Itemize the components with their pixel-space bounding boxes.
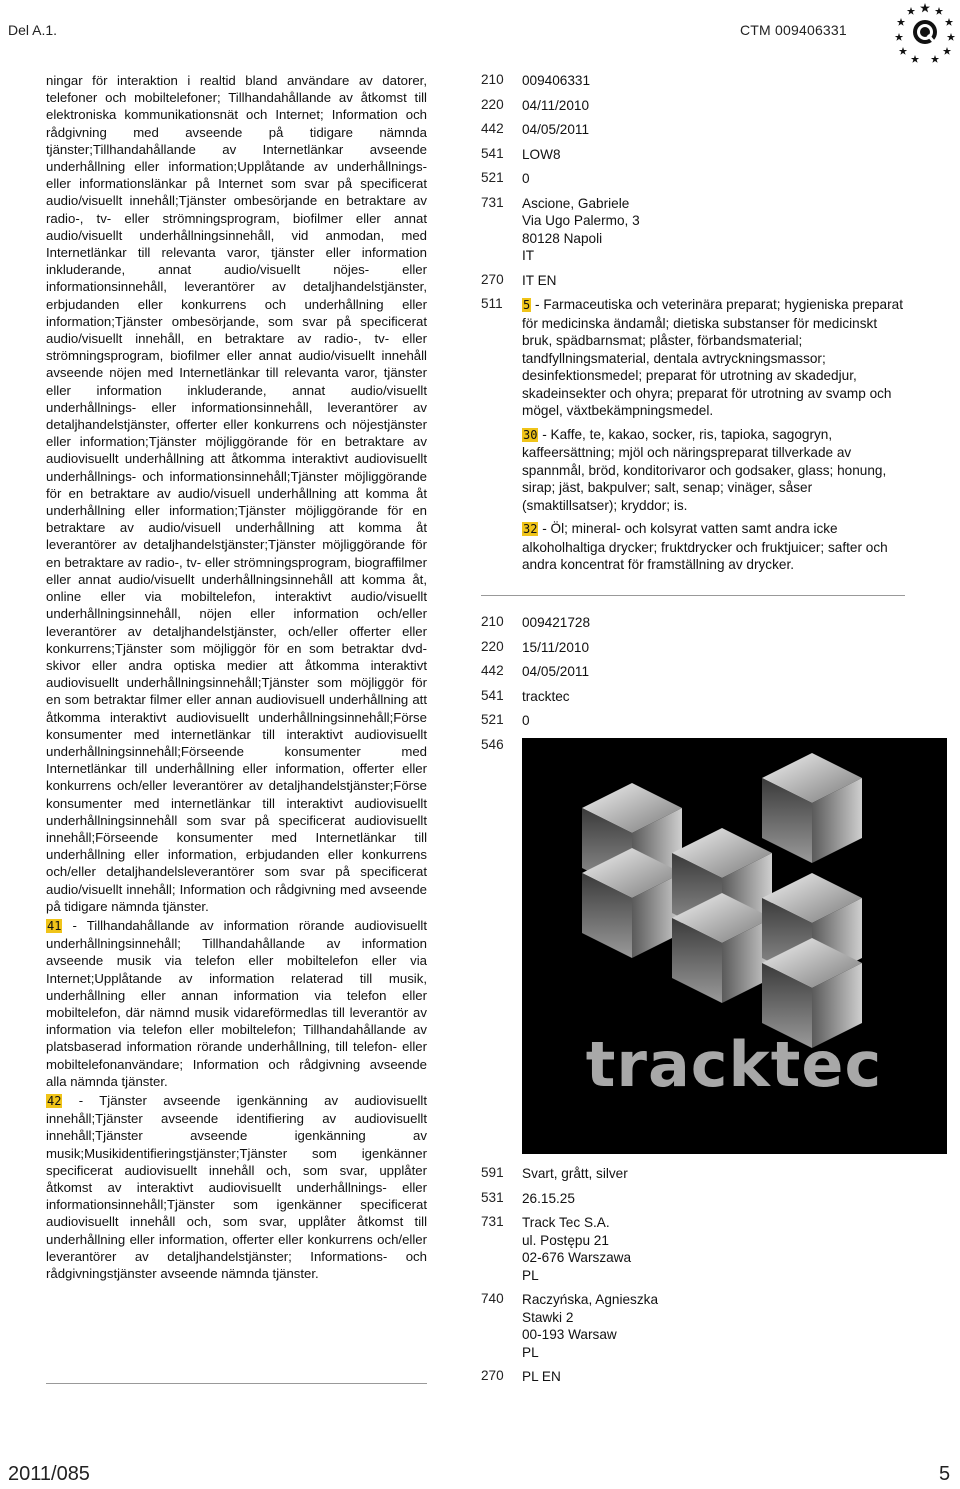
applicant-address: Ascione, Gabriele Via Ugo Palermo, 3 80128 Napoli IT [522,195,640,263]
class-42-text: - Tjänster avseende igenkänning av audiovisuellt innehåll;Tjänster avseende identifiering av audiovisuellt innehåll;Tjänster avseende igenkänning av musik;Musikidentifieringstjänster;Tjänster som igenkänner specificerat audiovisuellt innehåll och, som svar, upplåter åtkomst av interaktivt audiovisuellt underhållnings- eller informationsinnehåll;Tjänster som igenkänner specificerat audiovisuellt innehåll och, som svar, upplåter åtkomst till underhållning eller information, offerter eller konkurrens och/eller leverantörer av detaljhandelstjänster; Informations- och rådgivningstjänster avseende nämnda tjänster. [46,1092,427,1282]
class-5-badge: 5 [523,298,531,312]
class-5-paragraph: 5 - Farmaceutiska och veterinära preparat; hygieniska preparat för medicinska ändamål; dietiska substanser för medicinskt bruk, spädbarnsmat; plåster, förbandsmaterial; tandfyllningsmaterial, dentala avtryckningsmassor; desinfektionsmedel; preparat för utrotning av skadedjur, skadeinsekter och ohyra; preparat för utrotning av svamp och mögel, växtbekämpningsmedel. [522,297,903,418]
bulletin-issue: 2011/085 [8,1463,90,1485]
field-541: 541 tracktec [481,687,570,704]
field-210: 210 009406331 [481,72,591,88]
class-30-badge: 30 [523,427,538,442]
left-column [46,72,427,1282]
class-32-badge: 32 [523,522,538,536]
entry-divider [481,595,905,596]
right-column [481,72,911,587]
field-731: 731 Ascione, Gabriele Via Ugo Palermo, 3 80128 Napoli IT [481,195,911,265]
applicant-address: Track Tec S.A. ul. Postępu 21 02-676 Warszawa PL [522,1215,632,1283]
field-531: 531 26.15.25 [481,1189,575,1206]
left-column-divider [46,1383,427,1384]
field-546: 546 [481,736,504,752]
field-442: 442 04/05/2011 [481,121,590,137]
field-740: 740 Raczyńska, Agnieszka Stawki 2 00-193 Warsaw PL [481,1291,911,1361]
goods-classes [522,296,911,580]
field-521: 521 0 [481,170,530,186]
field-220: 220 04/11/2010 [481,96,590,113]
field-220: 220 15/11/2010 [481,638,590,655]
services-continued-text: ningar för interaktion i realtid bland användare av datorer, telefoner och mobiltelefoner; Tillhandahållande av åtkomst till elektroniska kommunikationsnät och Internet; Information och rådgivning med avseende på tidigare nämnda tjänster;Tillhandahållande av Internetlänkar avseende underhållning eller information;Upplåtande av underhållnings- eller informationslänkar på Internet som svar på specificerat audio/visuellt innehåll;Tjänster ombesörjande en betraktare av radio-, tv- eller strömningsprogram, biofilmer eller annat audio/visuellt underhållningsinnehåll, vid anmodan, med Internetlänkar till relevanta varor, tjänster eller information inkluderande, annat audio/visuellt nöjes- eller informationsinnehåll, leverantörer av detaljhandelstjänster, erbjudanden eller konkurrens och underhållning eller information;Tjänster ombesörjande, som svar på specificerat audio/visuellt innehåll, en betraktare av radio-, tv- eller strömningsprogram, biofilmer eller annat audio/visuellt innehåll avseende nöjen med Internetlänkar till relevanta varor, tjänster eller information inkluderande, annat audio/visuellt underhållnings- eller informationsinnehåll, leverantörer av detaljhandelstjänster, offerter eller konkurrens och nöjestjänster eller information;Tjänster möjliggörande för en betraktare av audiovisuellt underhållning att åtkomma interaktivt audiovisuellt underhållnings- och informationsinnehåll;Tjänster möjliggörande för en betraktare av audio/visuell underhållning att komma åt underhållning eller information;Tjänster möjliggörande för en betraktare av audio/visuell underhållning att komma åt leverantörer av detaljhandelstjänster;Tjänster möjliggörande för en betraktare av radio-, tv- eller strömningsprogram, biograffilmer eller annat audio/visuellt underhållningsinnehåll att komma åt, online eller via mobiltelefon, interaktivt audio/visuellt underhållningsinnehåll, nöjen eller information och/eller leverantörer av detaljhandelstjänster, och/eller offerter eller konkurrens;Tjänster som möjliggör för en som betraktar dvd-skivor eller andra optiska medier att åtkomma interaktivt audiovisuellt underhållningsinnehåll;Tjänster som möjliggör för en som betraktar filmer eller annan audiovisuell underhållning att åtkomma interaktivt audiovisuellt underhållningsinnehåll;Förse konsumenter med internetlänkar till interaktivt audiovisuellt underhållningsinnehåll;Förseende konsumenter med Internetlänkar till underhållning eller information, offerter eller konkurrens och/eller leverantörer av detaljhandelstjänster;Förse konsumenter med internetlänkar till interaktivt audiovisuellt underhållningsinnehåll som svar på specificerat audiovisuellt innehåll;Förseende konsumenter med Internetlänkar till underhållning eller information, erbjudanden eller konkurrens och/eller detaljhandelsleverantörer som svar på specificerat audio/visuellt innehåll; Information och rådgivning med avseende på tidigare nämnda tjänster. [46,73,427,914]
field-511: 511 5 - Farmaceutiska och veterinära preparat; hygieniska preparat för medicinska ändamål; dietiska substanser för medicinskt bruk, spädbarnsmat; plåster, förbandsmaterial; tandfyllningsmaterial, dentala avtryckningsmassor; desinfektionsmedel; preparat för utrotning av skadedjur, skadeinsekter och ohyra; preparat för utrotning av svamp och mögel, växtbekämpningsmedel. 30 - Kaffe, te, kakao, socker, ris, tapioka, sagogryn, kaffeersättning; mjöl och näringspreparat tillverkade av spannmål, bröd, konditorivaror och godsaker, glass; honung, sirap; jäst, bakpulver; salt, senap; vinäger, såser (smaktillsatser); kryddor; is. 32 - Öl; mineral- och kolsyrat vatten samt andra icke alkoholhaltiga drycker; fruktdrycker och fruktjuicer; safter och andra koncentrat för framställning av drycker. [481,296,911,580]
ctm-number: CTM 009406331 [740,22,847,38]
class-42-paragraph [46,1092,427,1282]
field-210: 210 009421728 [481,614,591,630]
section-label: Del A.1. [8,22,58,38]
page-number: 5 [939,1463,951,1485]
field-270: 270 IT EN [481,271,557,288]
entry-009421728 [481,614,911,759]
tracktec-wordmark: tracktec [585,1028,883,1101]
tracktec-cubes-graphic [522,738,947,1154]
class-41-text: - Tillhandahållande av information rörande audiovisuellt underhållningsinnehåll; Tillhandahållande av information avseende musik via telefon eller mobiltelefon eller via Internet;Upplåtande av information relaterad till musik, underhållning eller annan information via telefon eller mobiltelefon, där nämnd musik vidareförmedlas till leverantör av information via telefon eller mobiltelefon; Tillhandahållande av platsbaserad information rörande underhållning, till telefon- eller mobiltelefonanvändare; Information och rådgivning avseende alla nämnda tjänster. [46,917,427,1089]
tracktec-logo-image [522,738,947,1154]
field-270: 270 PL EN [481,1368,561,1384]
field-442: 442 04/05/2011 [481,663,590,679]
class-30-paragraph: 30 - Kaffe, te, kakao, socker, ris, tapioka, sagogryn, kaffeersättning; mjöl och näringspreparat tillverkade av spannmål, bröd, konditorivaror och godsaker, glass; honung, sirap; jäst, bakpulver; salt, senap; vinäger, såser (smaktillsatser); kryddor; is. [522,426,887,513]
field-541: 541 LOW8 [481,145,561,162]
field-591: 591 Svart, grått, silver [481,1165,628,1181]
class-41-badge: 41 [47,918,62,933]
field-521: 521 0 [481,712,530,728]
oami-emblem-icon [893,1,957,65]
class-41-paragraph [46,917,427,1090]
field-731: 731 Track Tec S.A. ul. Postępu 21 02-676 Warszawa PL [481,1214,911,1284]
entry-009406331 [481,72,911,580]
class-32-paragraph: 32 - Öl; mineral- och kolsyrat vatten samt andra icke alkoholhaltiga drycker; fruktdrycker och fruktjuicer; safter och andra koncentrat för framställning av drycker. [522,521,888,572]
class-42-badge: 42 [47,1093,62,1108]
representative-address: Raczyńska, Agnieszka Stawki 2 00-193 Warsaw PL [522,1292,659,1360]
entry-009421728-details [481,1165,911,1393]
